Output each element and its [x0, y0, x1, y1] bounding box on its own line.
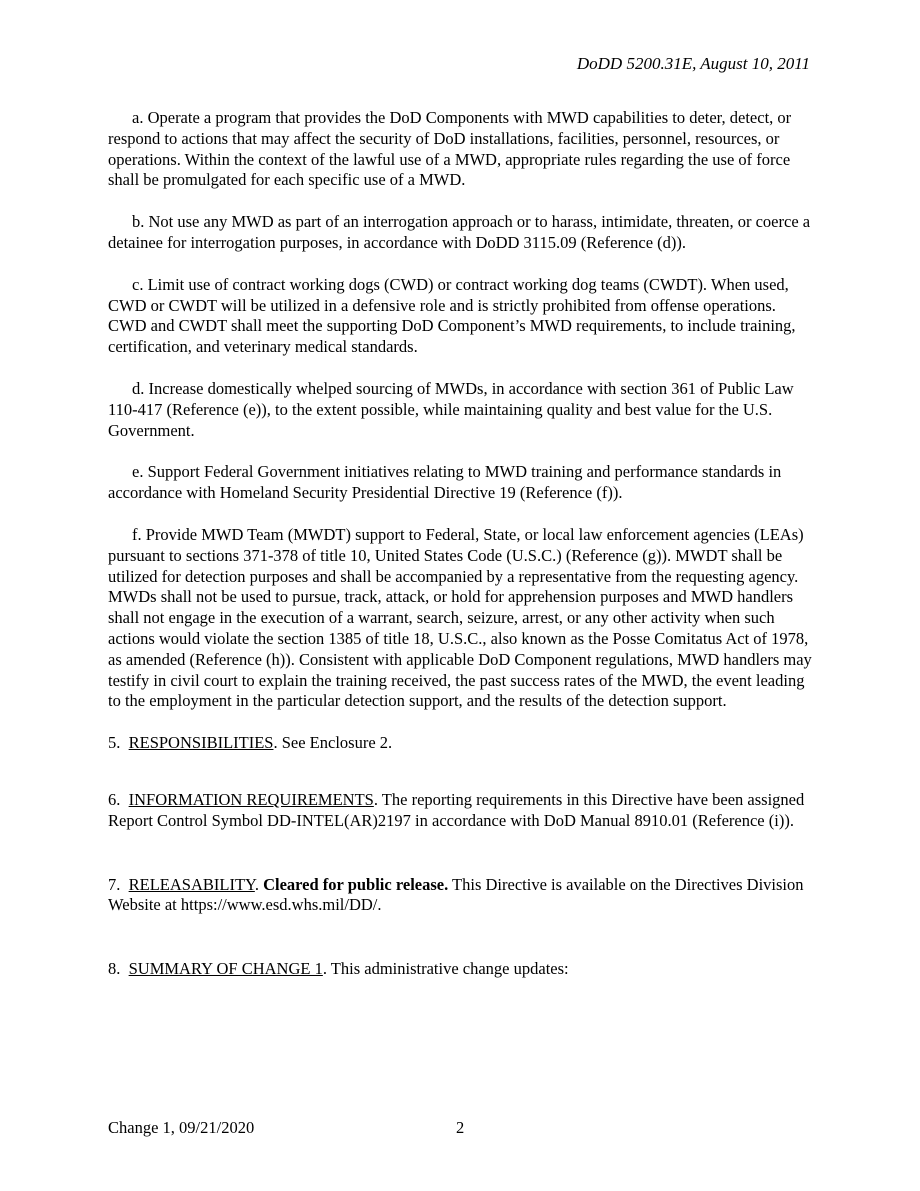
section-text: . The reporting requirements in this Directive have been assigned Report Control Symbol DD-INTEL(AR)2197 in accordance with DoD Manual 8910.01 (Reference (i)).	[108, 789, 805, 830]
section-summary-of-change	[108, 959, 813, 980]
paragraph-c: c. Limit use of contract working dogs (CWD) or contract working dog teams (CWDT). When used, CWD or CWDT will be utilized in a defensive role and is strictly prohibited from offense operations. CWD and CWDT shall meet the supporting DoD Component’s MWD requirements, to include training, certification, and veterinary medical standards.	[108, 274, 796, 357]
section-text: . See Enclosure 2.	[273, 733, 393, 753]
section-number: 6.	[108, 789, 121, 809]
document-body	[108, 108, 813, 980]
paragraph-e: e. Support Federal Government initiatives relating to MWD training and performance standards in accordance with Homeland Security Presidential Directive 19 (Reference (f)).	[108, 462, 782, 503]
running-header: DoDD 5200.31E, August 10, 2011	[576, 54, 810, 73]
paragraph-f: f. Provide MWD Team (MWDT) support to Federal, State, or local law enforcement agencies (LEAs) pursuant to sections 371-378 of title 10, United States Code (U.S.C.) (Reference (g)). MWDT shall be utilized for detection purposes and shall be accompanied by a representative from the requesting agency. MWDs shall not be used to pursue, track, attack, or hold for apprehension purposes and MWD handlers shall not engage in the execution of a warrant, search, seizure, arrest, or any other activity when such actions would violate the section 1385 of title 18, U.S.C., also known as the Posse Comitatus Act of 1978, as amended (Reference (h)). Consistent with applicable DoD Component regulations, MWD handlers may testify in civil court to explain the training received, the past success rates of the MWD, the event leading to the employment in the particular detection support, and the results of the detection support.	[108, 524, 812, 711]
section-heading: INFORMATION REQUIREMENTS	[128, 789, 374, 809]
section-heading: SUMMARY OF CHANGE 1	[128, 959, 323, 979]
section-heading: RELEASABILITY	[128, 874, 255, 894]
release-statement: Cleared for public release.	[263, 874, 449, 894]
page-number: 2	[456, 1118, 465, 1137]
paragraph-b: b. Not use any MWD as part of an interrogation approach or to harass, intimidate, threaten, or coerce a detainee for interrogation purposes, in accordance with DoDD 3115.09 (Reference (d)).	[108, 212, 811, 252]
paragraph-a: a. Operate a program that provides the DoD Components with MWD capabilities to deter, detect, or respond to actions that may affect the security of DoD installations, facilities, personnel, resources, or operations. Within the context of the lawful use of a MWD, appropriate rules regarding the use of force shall be promulgated for each specific use of a MWD.	[108, 108, 792, 190]
section-text: This Directive is available on the Directives Division Website at https://www.esd.whs.mil/DD/.	[108, 874, 804, 915]
section-separator: .	[254, 874, 264, 894]
section-information-requirements	[108, 790, 813, 832]
section-text: . This administrative change updates:	[322, 959, 569, 979]
section-releasability	[108, 875, 813, 917]
change-label: Change 1, 09/21/2020	[108, 1118, 255, 1137]
section-number: 5.	[108, 733, 121, 753]
section-number: 8.	[108, 959, 121, 979]
paragraph-d: d. Increase domestically whelped sourcing of MWDs, in accordance with section 361 of Public Law 110-417 (Reference (e)), to the extent possible, while maintaining quality and best value for the U.S. Government.	[108, 378, 794, 440]
section-number: 7.	[108, 874, 121, 894]
section-responsibilities	[108, 733, 813, 754]
section-heading: RESPONSIBILITIES	[128, 733, 274, 753]
